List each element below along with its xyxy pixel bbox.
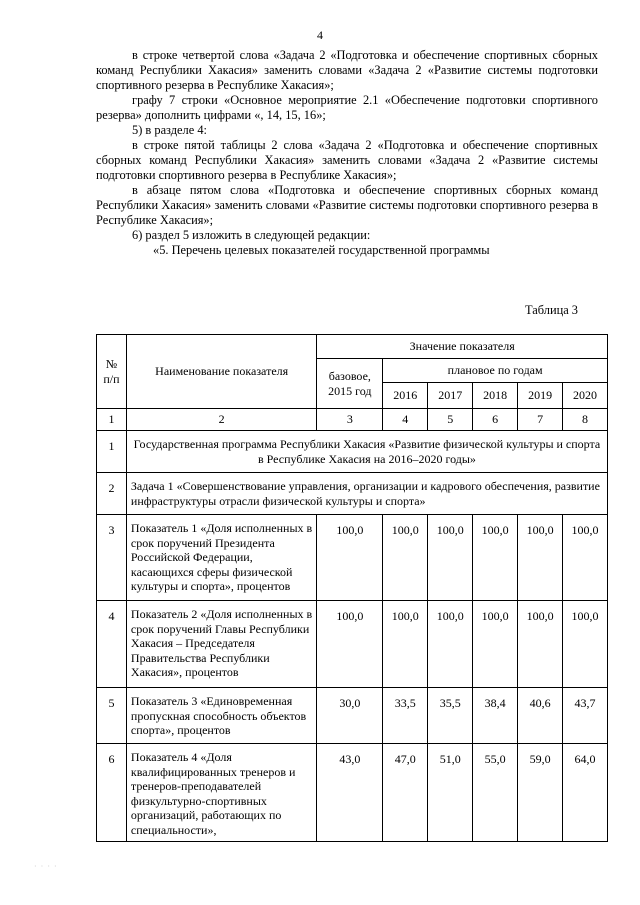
value-2016: 100,0 <box>383 601 428 688</box>
header-base: базовое, 2015 год <box>317 359 383 409</box>
value-2019: 59,0 <box>518 744 563 842</box>
indicator-name: Показатель 1 «Доля исполненных в срок поручений Президента Российской Федерации, касающихся сферы физической культуры и спорта», процентов <box>126 515 316 601</box>
value-base: 100,0 <box>317 515 383 601</box>
value-2017: 100,0 <box>428 515 473 601</box>
header-num: № п/п <box>97 335 127 409</box>
value-2019: 100,0 <box>518 515 563 601</box>
row-number: 5 <box>97 688 127 744</box>
value-2019: 100,0 <box>518 601 563 688</box>
table-row <box>97 688 608 744</box>
row-number: 3 <box>97 515 127 601</box>
header-name: Наименование показателя <box>126 335 316 409</box>
column-number: 8 <box>563 409 608 431</box>
value-2018: 100,0 <box>473 515 518 601</box>
column-number: 1 <box>97 409 127 431</box>
paragraph: в строке пятой таблицы 2 слова «Задача 2 «Подготовка и обеспечение спортивных сборных команд Республики Хакасия» заменить словами «Задача 2 «Развитие системы подготовки спортивного резерва в Республике Хакасия»; <box>96 138 598 182</box>
value-2020: 64,0 <box>563 744 608 842</box>
section-row-text: Задача 1 «Совершенствование управления, организации и кадрового обеспечения, развитие инфраструктуры отрасли физической культуры и спорта» <box>126 473 607 515</box>
paragraph: графу 7 строки «Основное мероприятие 2.1 «Обеспечение подготовки спортивного резерва» дополнить цифрами «, 14, 15, 16»; <box>96 93 598 122</box>
value-2018: 100,0 <box>473 601 518 688</box>
header-planned: плановое по годам <box>383 359 608 383</box>
table-row <box>97 744 608 842</box>
header-year: 2016 <box>383 383 428 409</box>
value-2017: 100,0 <box>428 601 473 688</box>
value-base: 100,0 <box>317 601 383 688</box>
value-2016: 100,0 <box>383 515 428 601</box>
page-number: 4 <box>317 28 323 42</box>
indicator-name: Показатель 4 «Доля квалифицированных тренеров и тренеров-преподавателей физкультурно-спортивных организаций, работающих по специальности», <box>126 744 316 842</box>
section-heading: «5. Перечень целевых показателей государственной программы <box>153 243 490 257</box>
indicators-table <box>96 334 608 842</box>
value-2020: 100,0 <box>563 601 608 688</box>
indicator-name: Показатель 2 «Доля исполненных в срок поручений Главы Республики Хакасия – Председателя Правительства Республики Хакасия», процентов <box>126 601 316 688</box>
column-number: 7 <box>518 409 563 431</box>
column-number: 2 <box>126 409 316 431</box>
paragraph: в абзаце пятом слова «Подготовка и обеспечение спортивных сборных команд Республики Хакасия» заменить словами «Развитие системы подготовки спортивного резерва в Республике Хакасия»; <box>96 183 598 227</box>
value-base: 30,0 <box>317 688 383 744</box>
header-year: 2017 <box>428 383 473 409</box>
row-number: 2 <box>97 473 127 515</box>
header-value-group: Значение показателя <box>317 335 608 359</box>
row-number: 4 <box>97 601 127 688</box>
indicator-name: Показатель 3 «Единовременная пропускная способность объектов спорта», процентов <box>126 688 316 744</box>
body-text <box>96 48 598 258</box>
value-2020: 100,0 <box>563 515 608 601</box>
paragraph: 6) раздел 5 изложить в следующей редакции: <box>132 228 371 242</box>
row-number: 1 <box>97 431 127 473</box>
section-row-text: Государственная программа Республики Хакасия «Развитие физической культуры и спорта в Республике Хакасия на 2016–2020 годы» <box>126 431 607 473</box>
value-2016: 33,5 <box>383 688 428 744</box>
value-2019: 40,6 <box>518 688 563 744</box>
paragraph: 5) в разделе 4: <box>132 123 207 137</box>
column-number: 3 <box>317 409 383 431</box>
table-row <box>97 601 608 688</box>
value-base: 43,0 <box>317 744 383 842</box>
column-number: 4 <box>383 409 428 431</box>
header-year: 2018 <box>473 383 518 409</box>
paragraph: в строке четвертой слова «Задача 2 «Подготовка и обеспечение спортивных сборных команд Республики Хакасия» заменить словами «Задача 2 «Развитие системы подготовки спортивного резерва в Республике Хакасия»; <box>96 48 598 92</box>
value-2017: 35,5 <box>428 688 473 744</box>
value-2016: 47,0 <box>383 744 428 842</box>
value-2018: 55,0 <box>473 744 518 842</box>
column-number: 5 <box>428 409 473 431</box>
table-row <box>97 515 608 601</box>
header-year: 2020 <box>563 383 608 409</box>
value-2017: 51,0 <box>428 744 473 842</box>
row-number: 6 <box>97 744 127 842</box>
scan-artifact: · · · · <box>34 862 58 871</box>
value-2018: 38,4 <box>473 688 518 744</box>
value-2020: 43,7 <box>563 688 608 744</box>
header-year: 2019 <box>518 383 563 409</box>
table-label: Таблица 3 <box>525 303 578 317</box>
column-number: 6 <box>473 409 518 431</box>
